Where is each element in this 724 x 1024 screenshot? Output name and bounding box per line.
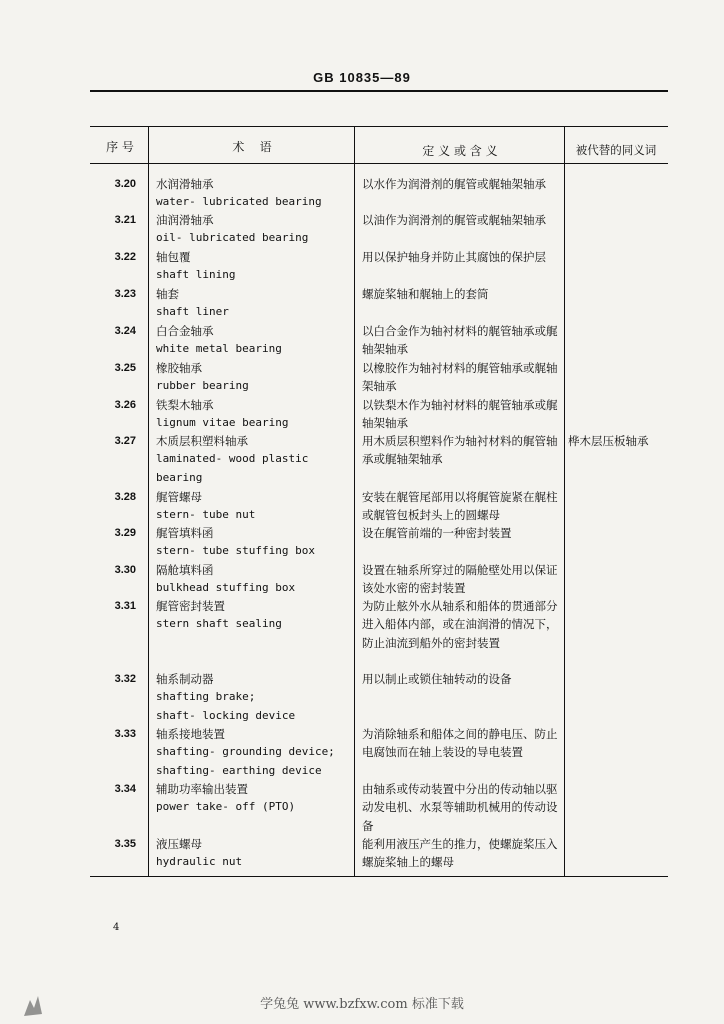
term-english: hydraulic nut xyxy=(156,855,243,869)
table-header-rule xyxy=(90,163,668,164)
term-number: 3.25 xyxy=(114,362,136,374)
header-serial: 序 号 xyxy=(106,140,134,154)
term-english: rubber bearing xyxy=(156,379,249,393)
term-definition: 为消除轴系和船体之间的静电压、防止电腐蚀而在轴上装设的导电装置 xyxy=(362,727,558,760)
term-cell xyxy=(156,488,352,525)
term-number: 3.30 xyxy=(114,564,136,576)
term-english: shaft lining xyxy=(156,268,236,282)
term-chinese: 艉管螺母 xyxy=(156,490,202,504)
term-cell xyxy=(156,211,352,248)
table-bottom-rule xyxy=(90,876,668,877)
term-synonym: 桦木层压板轴承 xyxy=(568,434,649,448)
term-definition: 设在艉管前端的一种密封装置 xyxy=(362,526,512,540)
term-definition: 以橡胶作为轴衬材料的艉管轴承或艉轴架轴承 xyxy=(362,361,558,394)
term-cell xyxy=(156,725,352,780)
term-number: 3.34 xyxy=(114,783,136,795)
col-divider-3 xyxy=(564,126,565,876)
term-number: 3.29 xyxy=(114,527,136,539)
term-cell xyxy=(156,322,352,359)
term-english: shafting brake; shaft- locking device xyxy=(156,690,296,722)
term-chinese: 艉管密封装置 xyxy=(156,599,225,613)
term-cell xyxy=(156,524,352,561)
term-chinese: 艉管填料函 xyxy=(156,526,214,540)
term-cell xyxy=(156,248,352,285)
term-english: bulkhead stuffing box xyxy=(156,581,296,595)
table-top-rule xyxy=(90,126,668,127)
term-chinese: 液压螺母 xyxy=(156,837,202,851)
term-english: stern- tube stuffing box xyxy=(156,544,315,558)
term-number: 3.20 xyxy=(114,178,136,190)
term-english: power take- off (PTO) xyxy=(156,800,296,814)
term-number: 3.32 xyxy=(114,673,136,685)
term-cell xyxy=(156,285,352,322)
term-number: 3.31 xyxy=(114,600,136,612)
term-chinese: 隔舱填料函 xyxy=(156,563,214,577)
term-chinese: 铁梨木轴承 xyxy=(156,398,214,412)
term-definition: 以油作为润滑剂的艉管或艉轴架轴承 xyxy=(362,213,546,227)
term-number: 3.33 xyxy=(114,728,136,740)
term-chinese: 水润滑轴承 xyxy=(156,177,214,191)
term-english: stern- tube nut xyxy=(156,508,256,522)
term-definition: 螺旋桨轴和艉轴上的套筒 xyxy=(362,287,489,301)
term-english: lignum vitae bearing xyxy=(156,416,289,430)
watermark: 学兔兔 www.bzfxw.com 标准下载 xyxy=(260,997,464,1012)
term-definition: 为防止舷外水从轴系和船体的贯通部分进入船体内部，或在油润滑的情况下，防止油流到船外的密封装置 xyxy=(362,599,558,650)
term-definition: 能利用液压产生的推力，使螺旋桨压入螺旋桨轴上的螺母 xyxy=(362,837,558,870)
term-number: 3.26 xyxy=(114,399,136,411)
term-definition: 以水作为润滑剂的艉管或艉轴架轴承 xyxy=(362,177,546,191)
term-cell xyxy=(156,175,352,212)
term-chinese: 辅助功率输出装置 xyxy=(156,782,248,796)
term-number: 3.22 xyxy=(114,251,136,263)
term-english: water- lubricated bearing xyxy=(156,195,322,209)
term-chinese: 木质层积塑料轴承 xyxy=(156,434,248,448)
term-definition: 设置在轴系所穿过的隔舱壁处用以保证该处水密的密封装置 xyxy=(362,563,558,596)
term-chinese: 油润滑轴承 xyxy=(156,213,214,227)
term-chinese: 轴包覆 xyxy=(156,250,191,264)
standard-code: GB 10835—89 xyxy=(313,70,411,85)
term-english: laminated- wood plastic bearing xyxy=(156,452,315,484)
term-chinese: 轴系接地装置 xyxy=(156,727,225,741)
term-number: 3.27 xyxy=(114,435,136,447)
col-divider-1 xyxy=(148,126,149,876)
term-cell xyxy=(156,359,352,396)
term-number: 3.35 xyxy=(114,838,136,850)
term-chinese: 白合金轴承 xyxy=(156,324,214,338)
term-definition: 用以制止或锁住轴转动的设备 xyxy=(362,672,512,686)
term-english: stern shaft sealing xyxy=(156,617,282,631)
term-cell xyxy=(156,670,352,725)
term-chinese: 轴系制动器 xyxy=(156,672,214,686)
header-synonym: 被代替的同义词 xyxy=(575,143,657,157)
term-definition: 用木质层积塑料作为轴衬材料的艉管轴承或艉轴架轴承 xyxy=(362,434,558,467)
header-term: 术 语 xyxy=(232,140,272,154)
term-chinese: 轴套 xyxy=(156,287,179,301)
page-number: 4 xyxy=(113,922,120,933)
term-cell xyxy=(156,597,352,634)
scan-smudge xyxy=(20,988,50,1018)
term-english: shaft liner xyxy=(156,305,229,319)
term-number: 3.21 xyxy=(114,214,136,226)
header-rule xyxy=(90,90,668,92)
term-number: 3.24 xyxy=(114,325,136,337)
term-english: white metal bearing xyxy=(156,342,282,356)
term-definition: 安装在艉管尾部用以将艉管旋紧在艉柱或艉管包板封头上的圆螺母 xyxy=(362,490,558,523)
term-definition: 以铁梨木作为轴衬材料的艉管轴承或艉轴架轴承 xyxy=(362,398,558,431)
term-definition: 用以保护轴身并防止其腐蚀的保护层 xyxy=(362,250,546,264)
term-definition: 由轴系或传动装置中分出的传动轴以驱动发电机、水泵等辅助机械用的传动设备 xyxy=(362,782,558,833)
col-divider-2 xyxy=(354,126,355,876)
term-cell xyxy=(156,432,352,487)
term-cell xyxy=(156,396,352,433)
term-cell xyxy=(156,835,352,872)
term-number: 3.23 xyxy=(114,288,136,300)
term-number: 3.28 xyxy=(114,491,136,503)
term-cell xyxy=(156,780,352,817)
term-chinese: 橡胶轴承 xyxy=(156,361,202,375)
term-english: oil- lubricated bearing xyxy=(156,231,309,245)
term-definition: 以白合金作为轴衬材料的艉管轴承或艉轴架轴承 xyxy=(362,324,558,357)
term-cell xyxy=(156,561,352,598)
term-english: shafting- grounding device; shafting- earthing device xyxy=(156,745,335,777)
header-definition: 定 义 或 含 义 xyxy=(422,144,498,158)
